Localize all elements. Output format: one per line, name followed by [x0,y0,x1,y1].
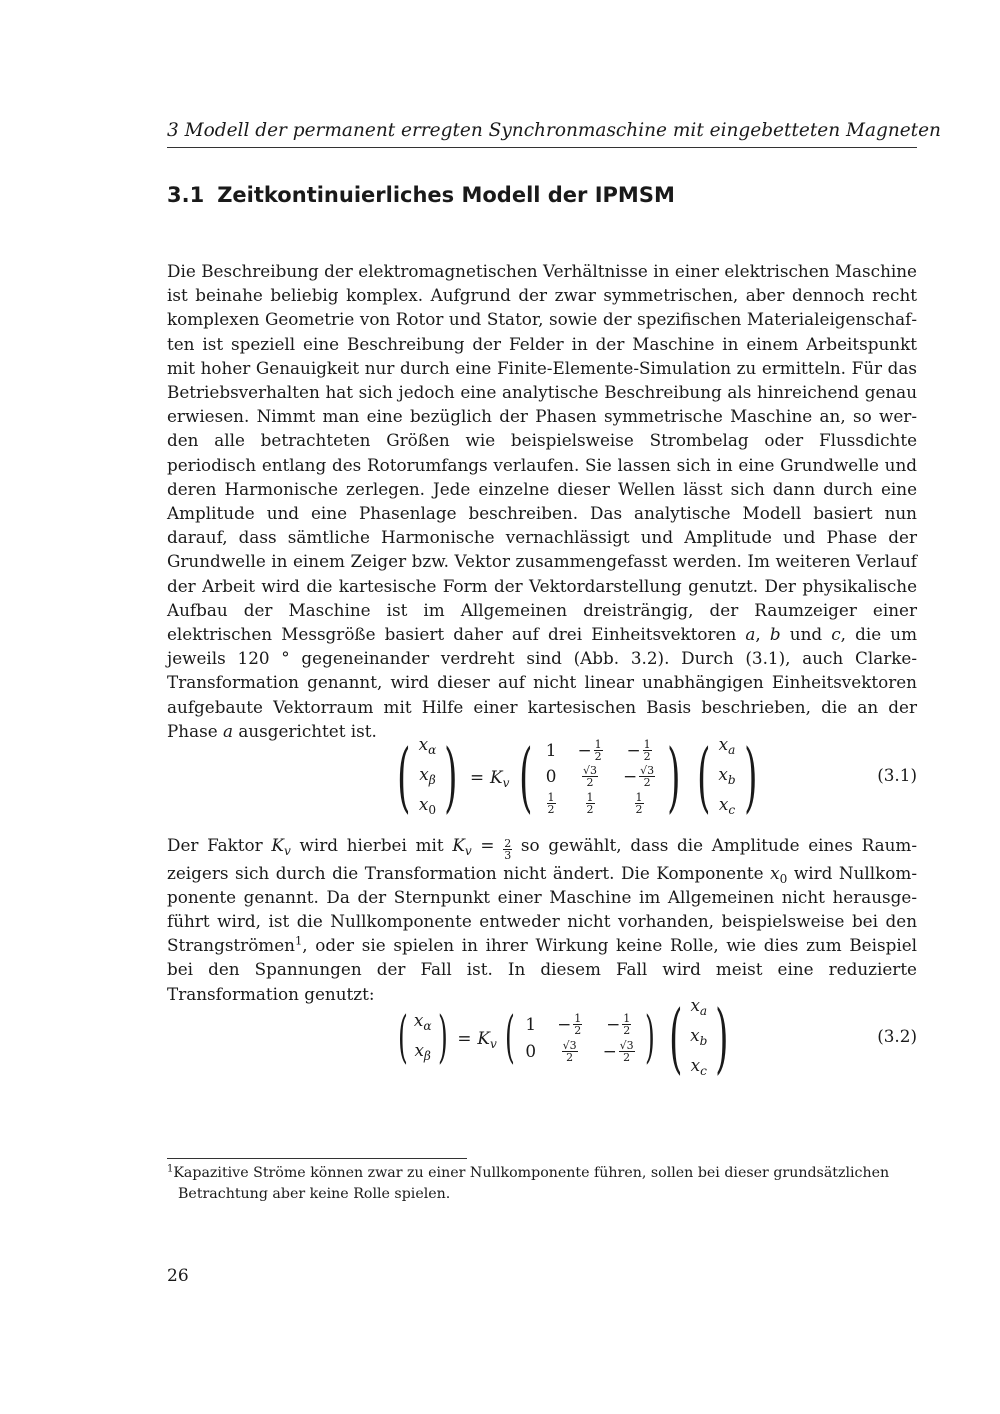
lhs-component: $x_0$ [418,793,437,817]
left-paren: ( [696,732,711,821]
paragraph-1-text-2: , die um jeweils 120 ° gegeneinander verdreht sind (Abb. 3.2). Durch (3.1), auch Clarke-Transformation genannt, wird dieser auf nicht linear unabhängigen Einheitsvektoren aufgebaute Vektorraum mit Hilfe einer kartesischen Basis beschrieben, die an der Phase [167,624,918,741]
paragraph-1-text: Die Beschreibung der elektromagnetischen Verhältnisse in einer elektrischen Maschine ist beinahe beliebig komplex. Aufgrund der zwar symmetrischen, aber dennoch recht komplexen Geometrie von Rotor und Stator, sowie der spezifischen Materialeigenschaften ist speziell eine Beschreibung der Felder in der Maschine in einem Arbeitspunkt mit hoher Genauigkeit nur durch eine Finite-Elemente-Simulation zu ermitteln. Für das Betriebsverhalten hat sich jedoch eine analytische Beschreibung als hinreichend genau erwiesen. Nimmt man eine bezüglich der Phasen symmetrische Maschine an, so werden alle betrachteten Größen wie beispielsweise Strombelag oder Flussdichte periodisch entlang des Rotorumfangs verlaufen. Sie lassen sich in eine Grundwelle und deren Harmonische zerlegen. Jede einzelne dieser Wellen lässt sich dann durch eine Amplitude und eine Phasenlage beschreiben. Das analytische Modell basiert nun darauf, dass sämtliche Harmonische vernachlässigt und Amplitude und Phase der Grundwelle in einem Zeiger bzw. Vektor zusammengefasst werden. Im weiteren Verlauf der Arbeit wird die kartesische Form der Vektordarstellung genutzt. Der physikalische Aufbau der Maschine ist im Allgemeinen dreisträngig, der Raumzeiger einer elektrischen Messgröße basiert daher auf drei Einheitsvektoren [167,261,917,645]
rhs-component: $x_c$ [718,793,736,817]
matrix-cell: √3 2 [562,1038,577,1064]
paragraph-2-text: Der Faktor [167,835,272,855]
lhs-component: $x_\beta$ [414,1040,431,1063]
paragraph-1 [167,259,917,743]
lhs-component: $x_\beta$ [419,764,436,787]
rhs-component: $x_a$ [690,995,708,1019]
factor-kv: $K_v$ [490,767,510,790]
rhs-component: $x_b$ [718,764,736,787]
equals-sign: = [469,767,485,787]
matrix-cell: 1 2 [635,790,643,816]
footnote-mark: 1 [167,1163,174,1175]
rhs-component: $x_b$ [690,1025,708,1048]
left-paren: ( [519,732,533,821]
right-paren: ) [437,1005,448,1070]
rhs-component: $x_a$ [718,734,736,758]
matrix-cell: 1 [525,1014,536,1034]
matrix-cell: √3 2 [583,763,598,789]
var-c: c [831,624,841,645]
paragraph-2 [167,833,917,1006]
right-paren: ) [715,993,729,1082]
matrix-cell: − $\frac{1}{2}$ [606,1011,631,1037]
var-b: b [769,624,781,645]
footnote-reference[interactable]: 1 [294,933,303,948]
transform-matrix [541,738,659,816]
paragraph-1-text-3: ausgerichtet ist. [233,720,377,741]
paragraph-2-text: wird Nullkomponente genannt. Da der Sternpunkt einer Maschine im Allgemeinen nicht herausgeführt wird, ist die Nullkomponente entweder nicht vorhanden, beispielsweise bei den Strangströmen [167,862,917,956]
equals-sign: = [471,835,504,855]
paragraph-2-text: so gewählt, dass die Amplitude eines Raumzeigers sich durch die Transformation nicht ändert. Die Komponente [167,835,918,883]
lhs-vector [419,732,437,822]
matrix-cell: − $\frac{√3}{2}$ [602,1038,634,1064]
left-paren: ( [398,1005,408,1070]
var-x0: $x_0$ [770,862,788,886]
matrix-cell: 1 2 [547,790,555,816]
paragraph-2-text: wird hierbei mit [290,835,453,855]
separator: , [755,624,770,645]
page-number: 26 [167,1266,189,1286]
equation-3-2 [167,993,917,1082]
footnote [167,1163,917,1205]
left-paren: ( [397,732,411,821]
reduced-matrix [521,1011,639,1065]
section-heading [167,183,917,207]
var-a: a [222,720,233,741]
header-rule [167,147,917,148]
equation-number: (3.2) [877,1026,917,1046]
matrix-cell: − $\frac{1}{2}$ [577,737,602,763]
rhs-vector [718,732,735,822]
running-head: 3 Modell der permanent erregten Synchronmaschine mit eingebetteten Magneten [167,120,941,141]
matrix-cell: 0 [525,1041,536,1061]
matrix-cell: − $\frac{√3}{2}$ [623,763,655,789]
equation-number: (3.1) [877,765,917,785]
section-title: Zeitkontinuierliches Modell der IPMSM [217,183,675,207]
matrix-cell: 1 [545,740,557,760]
right-paren: ) [444,732,458,821]
matrix-cell: 0 [545,766,557,786]
left-paren: ( [668,993,683,1082]
footnote-rule [167,1158,467,1159]
right-paren: ) [667,732,681,821]
lhs-component: $x_\alpha$ [418,734,437,758]
lhs-component: $x_\alpha$ [413,1010,432,1033]
factor-kv: $K_v$ [452,835,472,858]
footnote-line [167,1163,917,1184]
footnote-text: Kapazitive Ströme können zwar zu einer Nullkomponente führen, sollen bei dieser grundsätzlichen [173,1165,890,1181]
factor-kv: $K_v$ [271,835,291,858]
equation-3-1-math [389,734,765,820]
right-paren: ) [644,1005,655,1070]
section-number: 3.1 [167,183,205,207]
equals-sign: = [457,1028,472,1048]
left-paren: ( [504,1005,515,1070]
equation-3-2-math [392,993,737,1082]
equation-3-1 [167,734,917,820]
footnote-line: Betrachtung aber keine Rolle spielen. [178,1186,451,1202]
paragraph-2-text: , oder sie spielen in ihrer Wirkung keine Rolle, wie dies zum Beispiel bei den Spannungen der Fall ist. In diesem Fall wird meist eine reduzierte Transformation genutzt: [167,935,917,1004]
fraction-two-thirds: $\frac{2}{3}$ [504,836,512,862]
lhs-vector [414,1008,432,1068]
rhs-component: $x_c$ [690,1054,707,1078]
separator: und [780,624,832,645]
matrix-cell: − $\frac{1}{2}$ [626,737,651,763]
var-a: a [745,624,756,645]
right-paren: ) [743,732,758,821]
factor-kv: $K_v$ [477,1028,497,1051]
matrix-cell: 1 2 [586,790,594,816]
rhs-vector [690,993,707,1083]
matrix-cell: − $\frac{1}{2}$ [557,1011,582,1037]
